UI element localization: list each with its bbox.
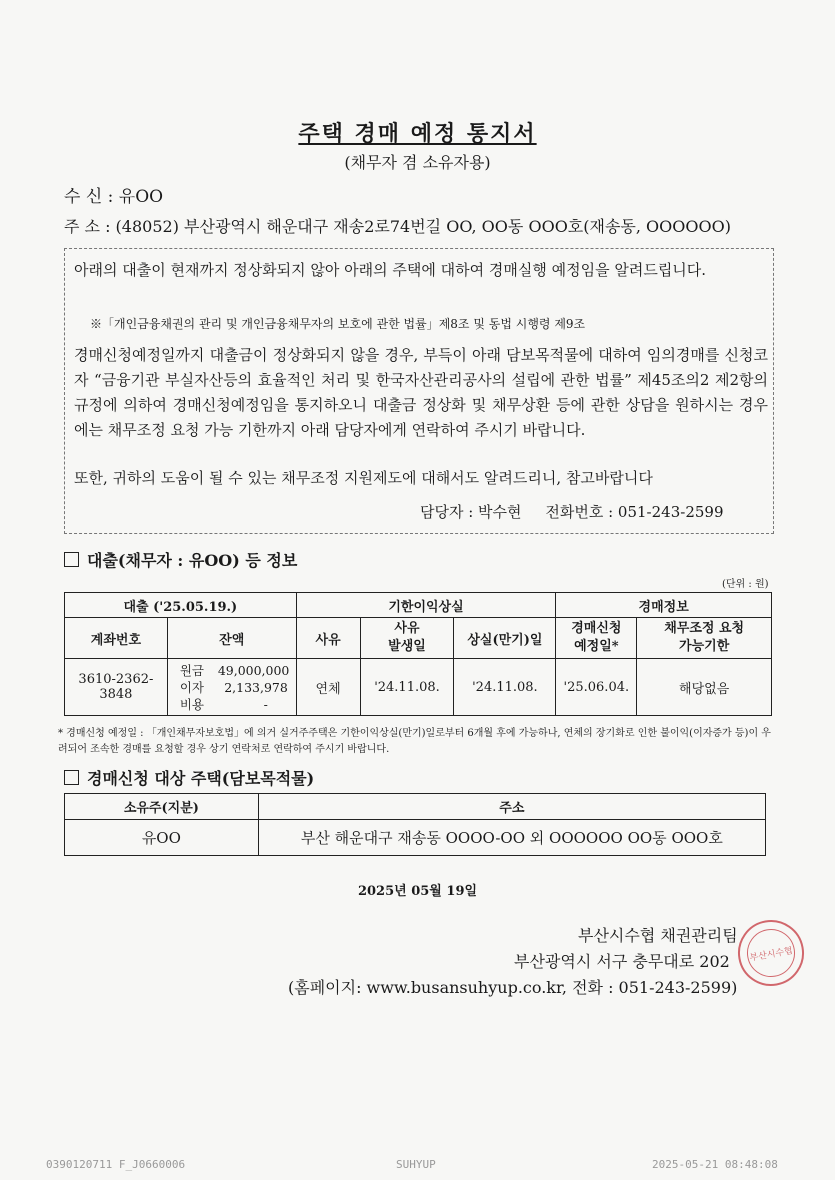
- notice-paragraph-1: 아래의 대출이 현재까지 정상화되지 않아 아래의 주택에 대하여 경매실행 예정임을 알려드립니다.: [74, 261, 707, 279]
- account-number: 3610-2362-3848: [65, 659, 168, 716]
- property-table: [64, 793, 766, 856]
- adjust-deadline-value: 해당없음: [637, 659, 772, 716]
- auction-date-header: 경매신청 예정일*: [556, 618, 637, 659]
- loan-group-header: 대출 ('25.05.19.): [65, 593, 297, 618]
- reason-header: 사유: [296, 618, 360, 659]
- loss-date-value: '24.11.08.: [454, 659, 556, 716]
- fax-footer-right: 2025-05-21 08:48:08: [652, 1158, 778, 1171]
- checkbox-square-icon: [64, 770, 79, 785]
- notice-date: 2025년 05월 19일: [357, 884, 478, 899]
- fax-footer-left: 0390120711 F_J0660006: [46, 1158, 186, 1171]
- loan-table: [64, 592, 772, 716]
- reason-value: 연체: [296, 659, 360, 716]
- sender-homepage: (홈페이지: www.busansuhyup.co.kr, 전화 : 051-243-2599): [288, 978, 738, 997]
- fax-footer-center: SUHYUP: [396, 1158, 436, 1171]
- sender-org: 부산시수협 채권관리팀: [578, 926, 738, 945]
- notice-paragraph-2: 경매신청예정일까지 대출금이 정상화되지 않을 경우, 부득이 아래 담보목적물에 대하여 임의경매를 신청코자 “금융기관 부실자산등의 효율적인 처리 및 한국자산관리공사의 설립에 관한 법률” 제45조의2 제2항의 규정에 의하여 경매신청예정임을 통지하오니 대출금 정상화 및 채무상환 등에 관한 상담을 원하시는 경우에는 채무조정 요청 가능 기한까지 아래 담당자에게 연락하여 주시기 바랍니다.: [74, 346, 768, 439]
- loss-date-header: 상실(만기)일: [454, 618, 556, 659]
- checkbox-square-icon: [64, 552, 79, 567]
- address-header: 주소: [258, 794, 765, 820]
- property-address-value: 부산 해운대구 재송동 OOOO-OO 외 OOOOOO OO동 OOO호: [258, 820, 765, 856]
- property-section-heading: 경매신청 대상 주택(담보목적물): [64, 766, 314, 789]
- owner-value: 유OO: [65, 820, 259, 856]
- recipient: 수 신 : 유OO: [64, 187, 164, 207]
- adjust-deadline-header: 채무조정 요청 가능기한: [637, 618, 772, 659]
- balance-header: 잔액: [167, 618, 296, 659]
- recipient-address: 주 소 : (48052) 부산광역시 해운대구 재송2로74번길 OO, OO동 OOO호(재송동, OOOOOO): [64, 217, 731, 236]
- law-note: ※「개인금융채권의 관리 및 개인금융채무자의 보호에 관한 법률」제8조 및 동법 시행령 제9조: [90, 317, 586, 331]
- official-seal-stamp: 부산시수협: [733, 915, 809, 991]
- document-subtitle: (채무자 겸 소유자용): [344, 153, 491, 172]
- notice-paragraph-3: 또한, 귀하의 도움이 될 수 있는 채무조정 지원제도에 대해서도 알려드리니, 참고바랍니다: [74, 469, 653, 487]
- balance-cell: 원금 49,000,000 이자 2,133,978 비용 -: [167, 659, 296, 716]
- loan-section-heading: 대출(채무자 : 유OO) 등 정보: [64, 548, 297, 571]
- contact-line: 담당자 : 박수현 전화번호 : 051-243-2599: [420, 503, 724, 521]
- auction-date-value: '25.06.04.: [556, 659, 637, 716]
- reason-date-header: 사유 발생일: [360, 618, 454, 659]
- owner-header: 소유주(지분): [65, 794, 259, 820]
- sender-address: 부산광역시 서구 충무대로 202: [514, 952, 730, 971]
- auction-group-header: 경매정보: [556, 593, 772, 618]
- unit-label: (단위 : 원): [722, 579, 769, 590]
- reason-date-value: '24.11.08.: [360, 659, 454, 716]
- acceleration-group-header: 기한이익상실: [296, 593, 556, 618]
- auction-footnote: * 경매신청 예정일 : 「개인채무자보호법」에 의거 실거주주택은 기한이익상실(만기)일로부터 6개월 후에 가능하나, 연체의 장기화로 인한 불이익(이자증가 등)이 우려되어 조속한 경매를 요청할 경우 상기 연락처로 연락하여 주시기 바랍니다.: [58, 728, 771, 755]
- document-title: 주택 경매 예정 통지서: [298, 121, 537, 147]
- account-header: 계좌번호: [65, 618, 168, 659]
